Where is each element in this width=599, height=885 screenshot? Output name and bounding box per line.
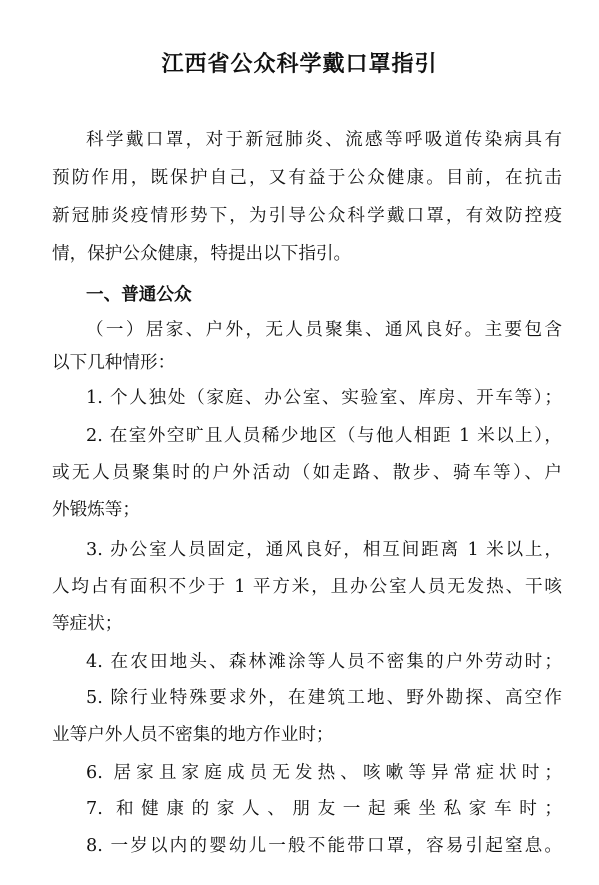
intro-line-1: 科学戴口罩，对于新冠肺炎、流感等呼吸道传染病具有 bbox=[86, 130, 562, 150]
item-8-line-1: 8. 一岁以内的婴幼儿一般不能带口罩，容易引起窒息。 bbox=[86, 836, 562, 856]
item-5-line-2: 业等户外人员不密集的地方作业时； bbox=[52, 725, 334, 745]
subsection-1-line-2: 以下几种情形： bbox=[52, 353, 176, 373]
item-3-line-1: 3. 办公室人员固定，通风良好，相互间距离 1 米以上， bbox=[86, 540, 562, 560]
item-2-line-1: 2. 在室外空旷且人员稀少地区（与他人相距 1 米以上）， bbox=[86, 426, 562, 446]
item-3-line-2: 人均占有面积不少于 1 平方米，且办公室人员无发热、干咳 bbox=[52, 577, 562, 597]
item-7-line-1: 7. 和健康的家人、朋友一起乘坐私家车时； bbox=[86, 799, 562, 819]
item-5-line-1: 5. 除行业特殊要求外，在建筑工地、野外勘探、高空作 bbox=[86, 688, 562, 708]
item-6-line-1: 6. 居家且家庭成员无发热、咳嗽等异常症状时； bbox=[86, 763, 562, 783]
intro-line-2: 预防作用，既保护自己，又有益于公众健康。目前，在抗击 bbox=[52, 168, 562, 188]
item-2-line-3: 外锻炼等； bbox=[52, 500, 140, 520]
intro-line-4: 情，保护公众健康，特提出以下指引。 bbox=[52, 244, 352, 264]
item-4-line-1: 4. 在农田地头、森林滩涂等人员不密集的户外劳动时； bbox=[86, 652, 562, 672]
intro-line-3: 新冠肺炎疫情形势下，为引导公众科学戴口罩，有效防控疫 bbox=[52, 206, 562, 226]
item-1-line-1: 1. 个人独处（家庭、办公室、实验室、库房、开车等）； bbox=[86, 388, 562, 408]
item-2-line-2: 或无人员聚集时的户外活动（如走路、散步、骑车等）、户 bbox=[52, 463, 562, 483]
subsection-1-line-1: （一）居家、户外，无人员聚集、通风良好。主要包含 bbox=[86, 320, 562, 340]
item-3-line-3: 等症状； bbox=[52, 614, 123, 634]
section-heading: 一、普通公众 bbox=[86, 285, 192, 305]
document-title: 江西省公众科学戴口罩指引 bbox=[161, 52, 438, 77]
